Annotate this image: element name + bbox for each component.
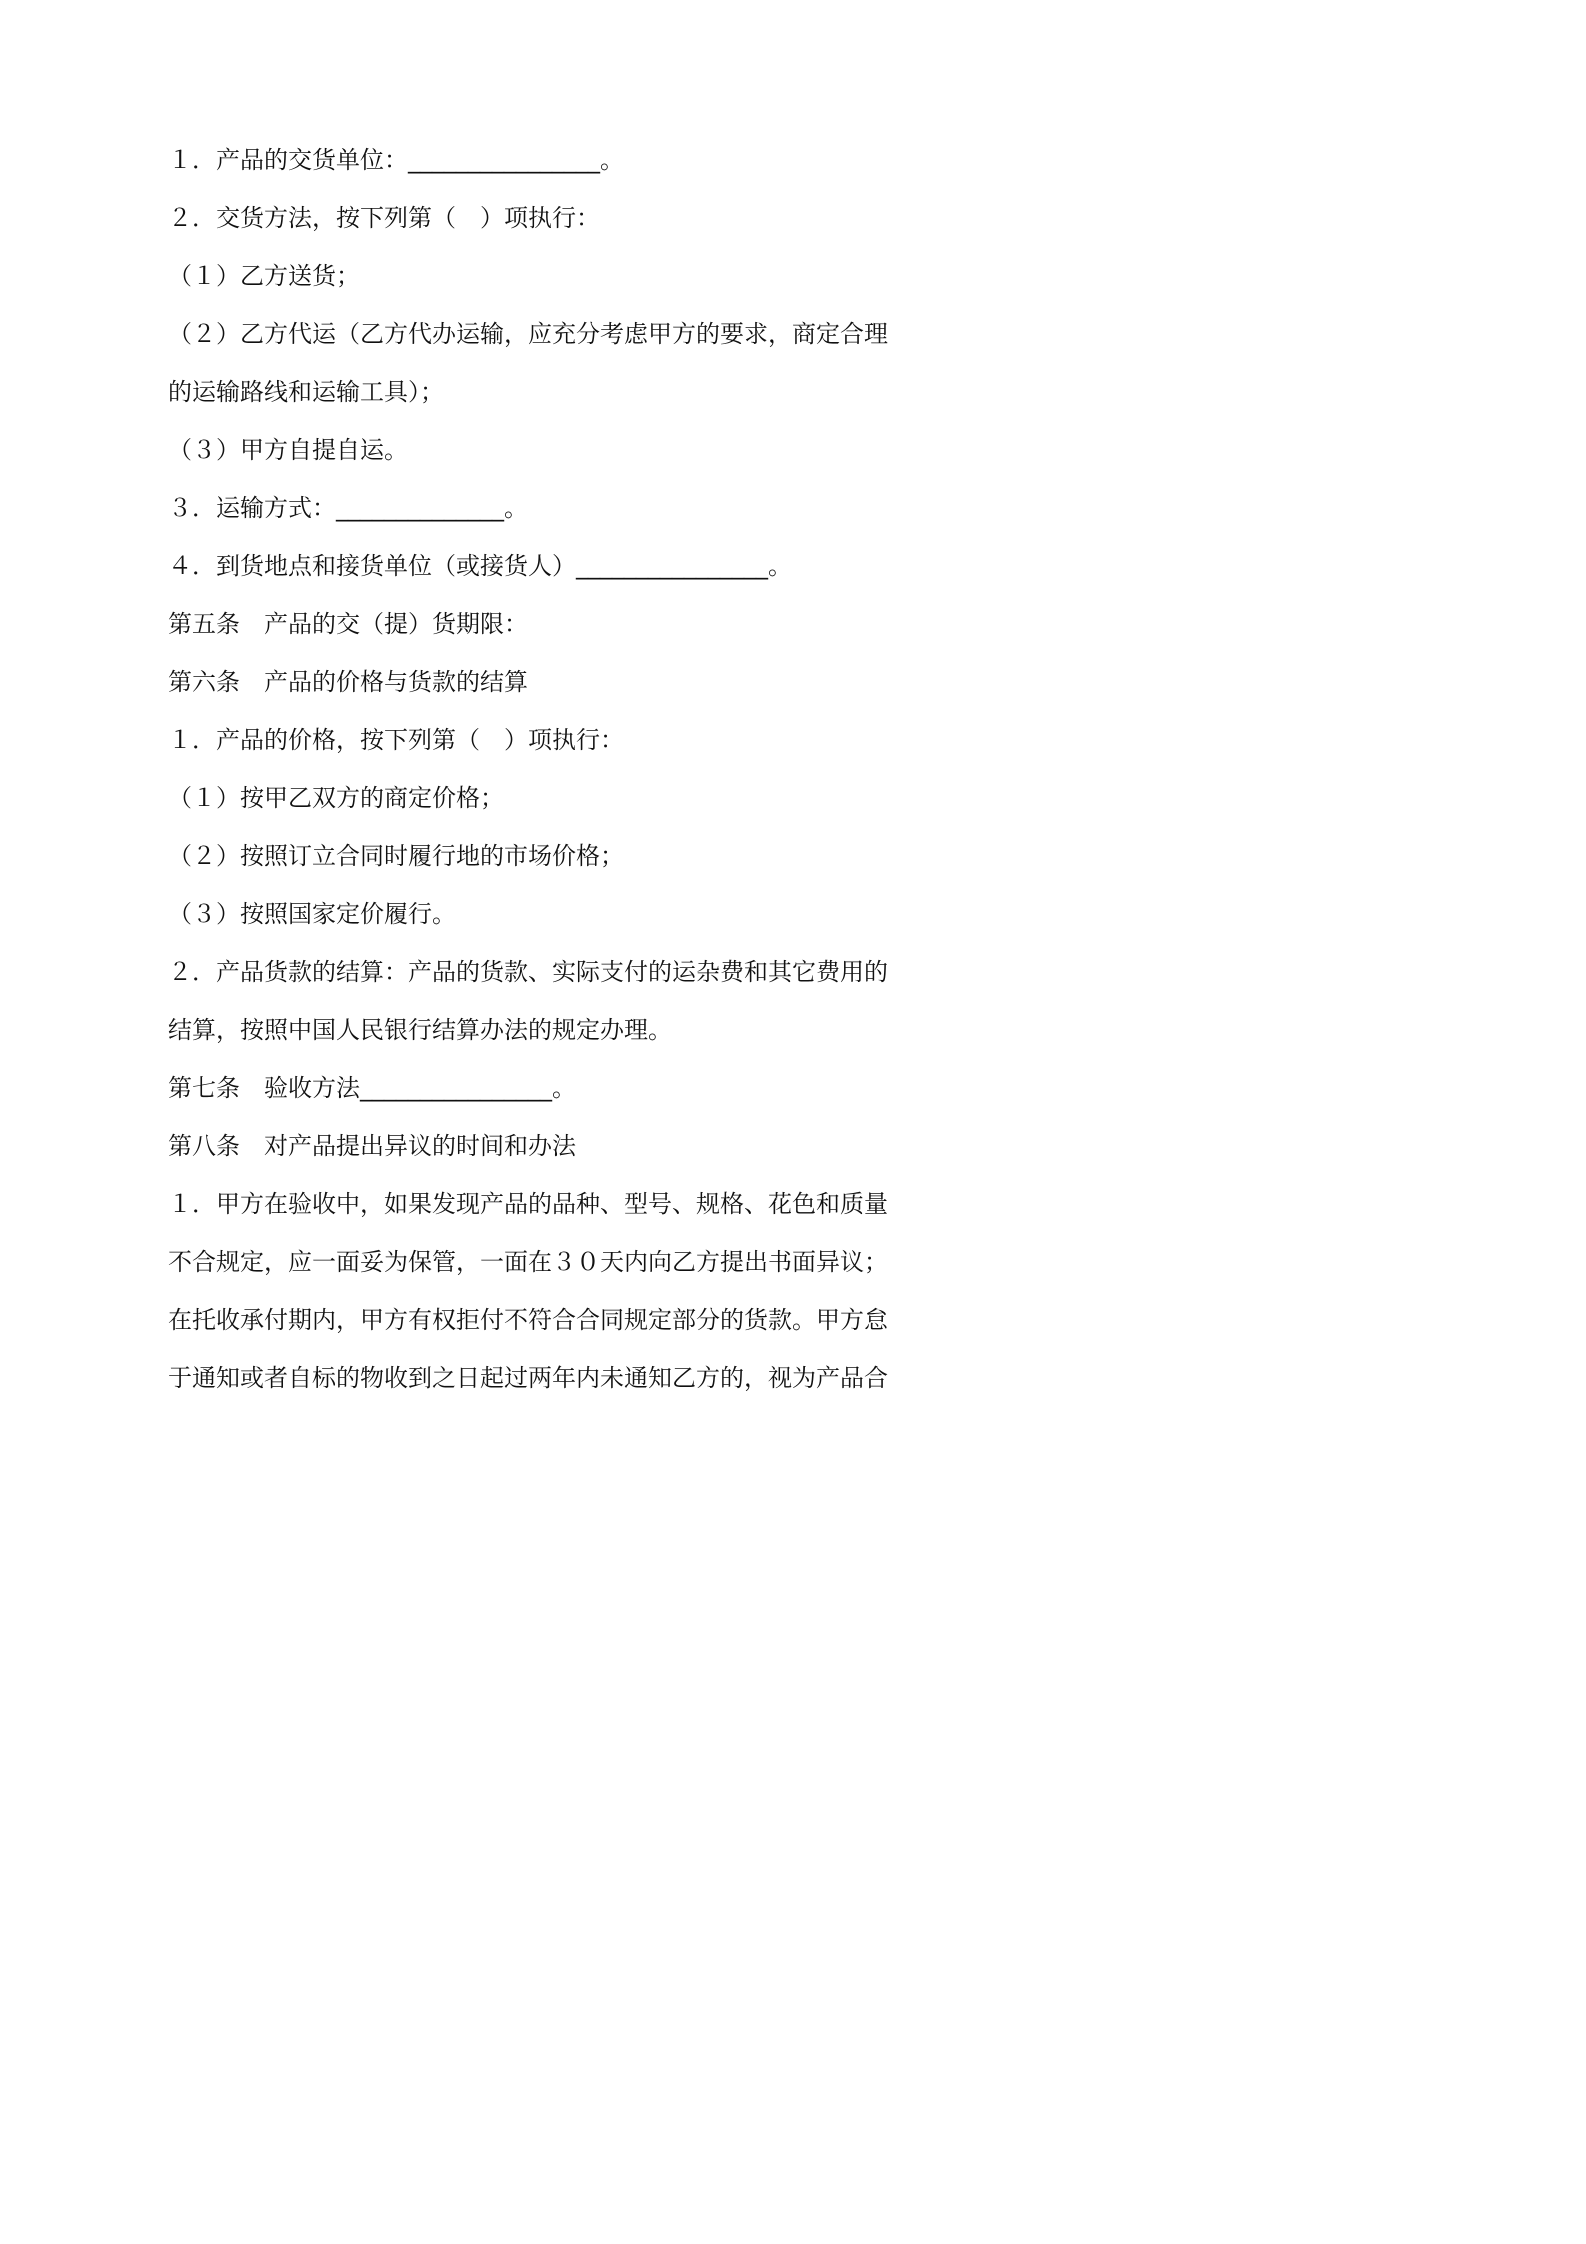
text-line: 于通知或者自标的物收到之日起过两年内未通知乙方的，视为产品合: [168, 1364, 888, 1392]
text-line: １．产品的交货单位：________________。: [168, 146, 624, 174]
section-heading: 第六条 产品的价格与货款的结算: [168, 668, 528, 696]
text-line: ４．到货地点和接货单位（或接货人）________________。: [168, 552, 792, 580]
text-line: （２）乙方代运（乙方代办运输，应充分考虑甲方的要求，商定合理: [168, 320, 888, 348]
section-heading: 第八条 对产品提出异议的时间和办法: [168, 1132, 576, 1160]
text-line: １．甲方在验收中，如果发现产品的品种、型号、规格、花色和质量: [168, 1190, 888, 1218]
section-heading: 第七条 验收方法________________。: [168, 1074, 576, 1102]
text-line: 的运输路线和运输工具）；: [168, 378, 444, 406]
text-line: 在托收承付期内，甲方有权拒付不符合合同规定部分的货款。甲方怠: [168, 1306, 888, 1334]
text-line: １．产品的价格，按下列第（ ）项执行：: [168, 726, 624, 754]
text-line: （１）按甲乙双方的商定价格；: [168, 784, 504, 812]
text-line: 结算，按照中国人民银行结算办法的规定办理。: [168, 1016, 672, 1044]
text-line: （１）乙方送货；: [168, 262, 360, 290]
text-line: （２）按照订立合同时履行地的市场价格；: [168, 842, 624, 870]
section-heading: 第五条 产品的交（提）货期限：: [168, 610, 528, 638]
text-line: ２．产品货款的结算：产品的货款、实际支付的运杂费和其它费用的: [168, 958, 888, 986]
document-page: [0, 0, 1102, 1559]
text-line: ３．运输方式：______________。: [168, 494, 528, 522]
text-line: （３）按照国家定价履行。: [168, 900, 456, 928]
text-line: ２．交货方法，按下列第（ ）项执行：: [168, 204, 600, 232]
text-line: （３）甲方自提自运。: [168, 436, 408, 464]
text-line: 不合规定，应一面妥为保管，一面在３０天内向乙方提出书面异议；: [168, 1248, 888, 1276]
